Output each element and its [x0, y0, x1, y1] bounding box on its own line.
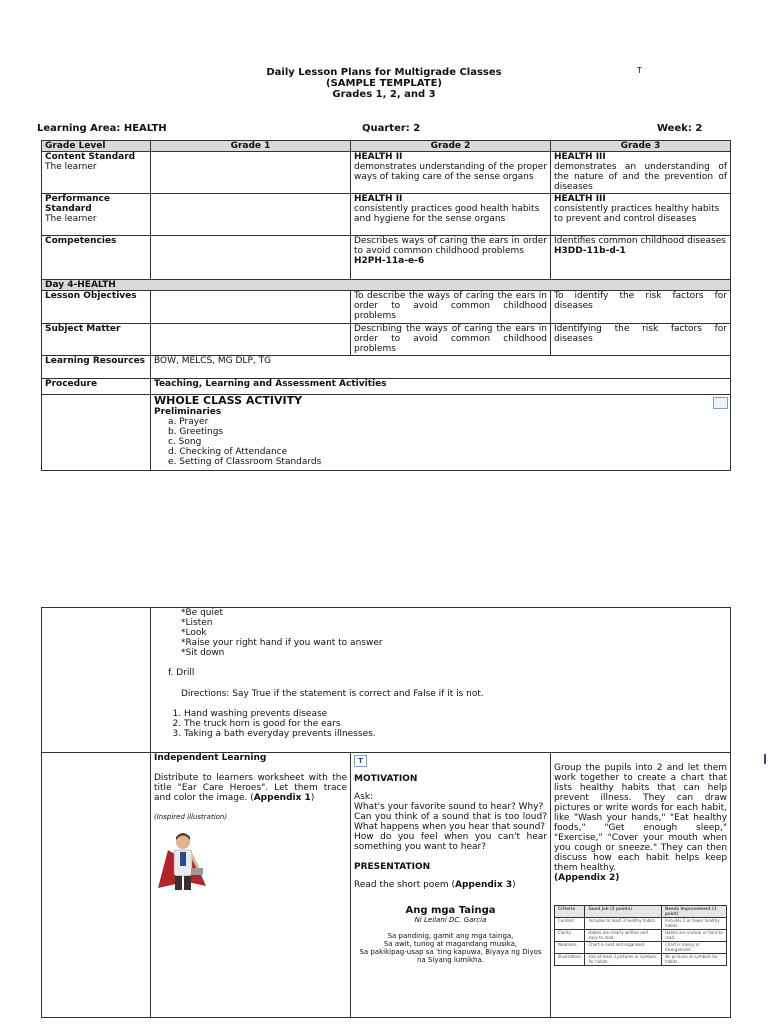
table-row: Illustrations Has at least 3 pictures or symbols for habits. No pictures or symbols for habits. — [555, 954, 727, 966]
subject-matter-label: Subject Matter — [42, 324, 151, 356]
list-item: a. Prayer — [168, 417, 209, 427]
g3-ps-title: HEALTH III — [554, 194, 606, 204]
list-item: *Look — [181, 628, 207, 638]
day-band: Day 4-HEALTH — [42, 280, 731, 291]
list-item: *Raise your right hand if you want to answer — [181, 638, 383, 648]
content-standard-sub: The learner — [45, 162, 97, 172]
lesson-plan-table-bottom — [41, 607, 731, 1018]
g3-comp-text: Identifies common childhood diseases — [554, 236, 726, 246]
list-item: *Be quiet — [181, 608, 224, 618]
doc-grades: Grades 1, 2, and 3 — [332, 89, 436, 100]
learning-area: Learning Area: HEALTH — [37, 123, 167, 134]
g3-cs-title: HEALTH III — [554, 152, 606, 162]
g2-objective: To describe the ways of caring the ears in order to avoid common childhood problems — [351, 291, 551, 324]
g2-comp-code: H2PH-11a-e-6 — [354, 256, 425, 266]
subject-matter-row — [42, 324, 731, 356]
corner-mark: T — [637, 66, 642, 75]
list-item: *Sit down — [181, 648, 225, 658]
week: Week: 2 — [657, 123, 703, 134]
standards-drill-row — [42, 608, 731, 753]
col-grade-level: Grade Level — [42, 141, 151, 152]
g3-comp-code: H3DD-11b-d-1 — [554, 246, 626, 256]
competencies-row — [42, 236, 731, 280]
list-item: 3. Taking a bath everyday prevents illnesses. — [184, 729, 727, 739]
table-row: Neatness Chart is neat and organized. Chart is messy or disorganized. — [555, 942, 727, 954]
g3-ps-text: consistently practices healthy habits to prevent and control diseases — [554, 204, 720, 224]
lesson-objectives-row — [42, 291, 731, 324]
g3-objective: To identify the risk factors for diseases — [551, 291, 731, 324]
drill-list — [154, 709, 727, 739]
doc-subtitle: (SAMPLE TEMPLATE) — [326, 78, 442, 89]
list-item: 2. The truck horn is good for the ears — [184, 719, 727, 729]
procedure-row — [42, 379, 731, 395]
ear-care-hero-illustration — [154, 826, 214, 896]
drill-label: f. Drill — [168, 668, 195, 678]
col-grade-2: Grade 2 — [351, 141, 551, 152]
g2-cs-text: demonstrates understanding of the proper ways of taking care of the sense organs — [354, 162, 547, 182]
preliminaries-title: Preliminaries — [154, 407, 222, 417]
content-standard-row — [42, 152, 731, 194]
list-item: b. Greetings — [168, 427, 224, 437]
g2-cs-title: HEALTH II — [354, 152, 403, 162]
table-row: Content Includes at least 3 healthy habits. Includes 2 or fewer healthy habits. — [555, 918, 727, 930]
list-item: d. Checking of Attendance — [168, 447, 288, 457]
standards-list — [154, 608, 727, 658]
lesson-objectives-label: Lesson Objectives — [42, 291, 151, 324]
independent-learning-title: Independent Learning — [154, 753, 267, 763]
g3-cs-text: demonstrates an understanding of the nature of and the prevention of diseases — [554, 162, 727, 192]
g3-appendix: (Appendix 2) — [554, 873, 620, 883]
poem-lines — [354, 932, 547, 964]
col-grade-1: Grade 1 — [151, 141, 351, 152]
g2-comp-text: Describes ways of caring the ears in order to avoid common childhood problems — [354, 236, 547, 256]
g1-instructions: Distribute to learners worksheet with the title "Ear Care Heroes". Let them trace and color the image. (Appendix 1) — [154, 773, 347, 803]
g3-group-activity: Group the pupils into 2 and let them work together to create a chart that lists healthy habits that can help prevent illness. They can draw pictures or write words for each habit, like "Wash your hands," "Eat healthy foods," "Get enough sleep," "Exercise," "Cover your mouth when you cough or sneeze." They can then discuss how each habit helps keep them healthy. — [554, 763, 728, 873]
poem-title: Ang mga Tainga — [405, 905, 496, 916]
performance-standard-row — [42, 194, 731, 236]
whole-class-title: WHOLE CLASS ACTIVITY — [154, 394, 303, 407]
learning-resources-label: Learning Resources — [42, 356, 151, 379]
column-header-row — [42, 141, 731, 152]
g2-ps-title: HEALTH II — [354, 194, 403, 204]
rubric-table — [554, 905, 727, 966]
learning-resources-value: BOW, MELCS, MG DLP, TG — [151, 356, 731, 379]
lesson-plan-table-top — [41, 140, 731, 471]
motivation-questions: What's your favorite sound to hear? Why? Can you think of a sound that is too loud? What happens when you hear that sound? How do you feel when you can't hear something you want to hear? — [354, 802, 547, 852]
drill-directions: Directions: Say True if the statement is correct and False if it is not. — [181, 689, 484, 699]
performance-standard-sub: The learner — [45, 214, 97, 224]
content-standard-label: Content Standard — [45, 152, 136, 162]
read-instruction: Read the short poem (Appendix 3) — [354, 880, 516, 890]
motivation-title: MOTIVATION — [354, 774, 418, 784]
procedure-label: Procedure — [42, 379, 151, 395]
poem-line: Sa awit, tunog at magandang musika, — [383, 940, 518, 948]
col-grade-3: Grade 3 — [551, 141, 731, 152]
activities-row — [42, 753, 731, 1018]
g2-ps-text: consistently practices good health habits and hygiene for the sense organs — [354, 204, 540, 224]
page-edge-marker — [764, 754, 766, 764]
ask-label: Ask: — [354, 792, 374, 802]
text-box-marker-icon: T — [354, 755, 367, 767]
procedure-value: Teaching, Learning and Assessment Activities — [151, 379, 731, 395]
poem-author: Ni Leilani DC. Garcia — [414, 916, 487, 924]
list-item: *Listen — [181, 618, 213, 628]
list-item: e. Setting of Classroom Standards — [168, 457, 322, 467]
performance-standard-label: Performance Standard — [45, 194, 110, 214]
competencies-label: Competencies — [42, 236, 151, 280]
whole-class-row — [42, 395, 731, 471]
poem-line: Sa pakikipag-usap sa 'ting kapuwa, Biyaya ng Diyos na Siyang lumikha. — [359, 948, 542, 964]
table-row: Clarity Habits are clearly written and easy to read. Habits are unclear or hard to read. — [555, 930, 727, 942]
learning-resources-row — [42, 356, 731, 379]
quarter: Quarter: 2 — [362, 123, 421, 134]
g3-subject-matter: Identifying the risk factors for diseases — [551, 324, 731, 356]
day-band-row — [42, 280, 731, 291]
doc-title: Daily Lesson Plans for Multigrade Classes — [266, 67, 502, 78]
list-item: c. Song — [168, 437, 202, 447]
table-row: Criteria Good Job (2 points) Needs Improvement (1 point) — [555, 906, 727, 918]
presentation-title: PRESENTATION — [354, 862, 431, 872]
illustration-caption: (Inspired illustration) — [154, 813, 228, 821]
comment-box-icon[interactable] — [713, 397, 728, 409]
preliminaries-list — [154, 417, 727, 467]
poem-line: Sa pandinig, gamit ang mga tainga, — [387, 932, 514, 940]
list-item: 1. Hand washing prevents disease — [184, 709, 727, 719]
g2-subject-matter: Describing the ways of caring the ears in order to avoid common childhood problems — [351, 324, 551, 356]
